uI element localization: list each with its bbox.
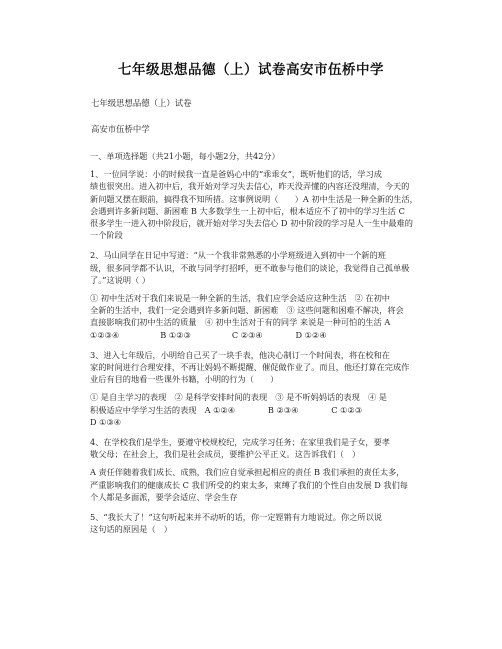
- question-1-line: 一个阶段: [90, 230, 123, 241]
- question-4-options-line: A 责任伴随着我们成长、成熟，我们应自觉承担起相应的责任 B 我们承担的责任太多，: [90, 467, 405, 478]
- question-1-line: 1、一位同学说：小的时候我一直是爸妈心中的“乖乖女”，既听他们的话，学习成: [90, 169, 382, 180]
- question-3-options-line: 积极适应中学学习生活的表现 A ①②④ B ②③④ C ①②③: [90, 404, 363, 415]
- question-1-line: 很多学生一进入初中阶段后，就开始对学习失去信心 D 初中阶段的学习是人一生中最难的: [90, 218, 413, 229]
- question-4: [90, 436, 420, 503]
- question-3-line: 业后有目的地看一些课外书籍，小明的行为（ ）: [90, 374, 279, 385]
- question-1-line: 会遇到许多新问题、新困难 B 大多数学生一上初中后，根本适应不了初中的学习生活 C: [90, 205, 405, 216]
- question-4-options-line: 严重影响我们的健康成长 C 我们所受的约束太多，束缚了我们的个性自由发展 D 我们每: [90, 479, 408, 490]
- exam-subtitle: 七年级思想品德（上）试卷: [91, 98, 192, 108]
- question-1-line: 绩也很突出。进入初中后，我开始对学习失去信心，昨天没弄懂的内容还没理清，今天的: [90, 181, 410, 192]
- question-2-line: 级，很多同学都不认识，不敢与同学打招呼，更不敢参与他们的谈论，我觉得自己孤单极: [90, 262, 410, 273]
- question-2-options-line: ① 初中生活对于我们来说是一种全新的生活，我们应学会适应这种生活 ② 在初中: [90, 293, 390, 304]
- question-3: [90, 349, 420, 428]
- question-2-options-line: 全新的生活中，我们一定会遇到许多新问题、新困难 ③ 这些问题和困难不解决，将会: [90, 305, 404, 316]
- document-body: [90, 150, 420, 535]
- question-2-options-line: 直接影响我们初中生活的质量 ④ 初中生活对于有的同学 来说是一种可怕的生活 A: [90, 317, 391, 328]
- school-name: 高安市伍桥中学: [91, 124, 150, 134]
- question-3-line: 家的时间进行合理安排，不再让妈妈不断提醒、催促做作业了。而且，他还打算在完成作: [90, 362, 410, 373]
- section-heading: 一、单项选择题（共21小题，每小题2分，共42分）: [90, 151, 280, 161]
- question-1-line: 新问题又摆在眼前，搞得我不知所措。这事例说明（ ）A 初中生活是一种全新的生活，: [90, 193, 418, 204]
- question-2: [90, 249, 420, 340]
- question-4-line: 4、在学校我们是学生，要遵守校规校纪，完成学习任务；在家里我们是子女，要孝: [90, 437, 390, 448]
- question-2-line: 2、马山同学在日记中写道：“从一个我非常熟悉的小学班级进入到初中一个新的班: [90, 250, 386, 261]
- question-3-line: 3、进入七年级后，小明给自己买了一块手表，他决心制订一个时间表，将在校和在: [90, 349, 390, 360]
- page-title: 七年级思想品德（上）试卷高安市伍桥中学: [118, 62, 384, 78]
- question-4-line: 敬父母；在社会上，我们是社会成员，要维护公平正义。这告诉我们（ ）: [90, 449, 361, 460]
- question-2-line: 了。”这说明（ ）: [90, 274, 151, 285]
- question-5-line: 这句话的原因是（ ）: [90, 524, 172, 535]
- question-4-options-line: 个人都是多面派，要学会适应、学会生存: [90, 491, 238, 502]
- question-5-line: 5、“我长大了！”这句听起来并不动听的话，你一定铿锵有力地说过。你之所以说: [90, 512, 382, 523]
- question-3-options-line: D ①③④: [90, 416, 122, 427]
- question-5: [90, 511, 420, 535]
- question-3-options-line: ① 是自主学习的表现 ② 是科学安排时间的表现 ③ 是不听妈妈话的表现 ④ 是: [90, 392, 387, 403]
- question-2-options-line: ①②③④ B ①②③ C ②③④ D ①②④: [90, 329, 327, 340]
- question-1: [90, 168, 420, 241]
